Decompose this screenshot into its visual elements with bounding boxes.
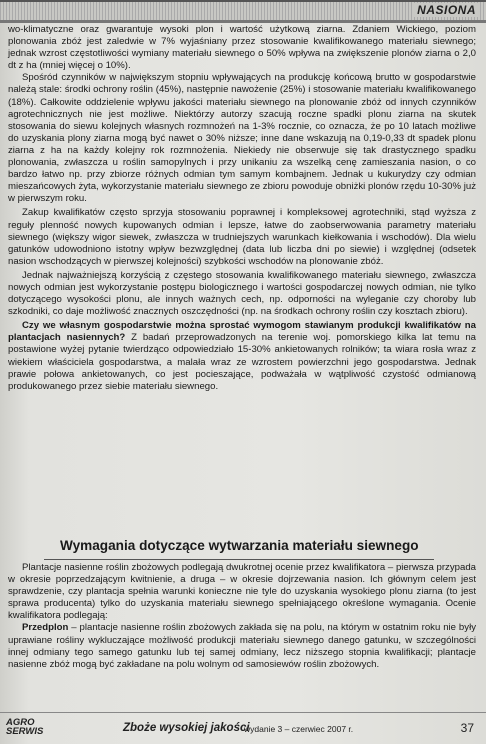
publisher-logo — [6, 718, 43, 736]
article-body-top — [8, 24, 476, 393]
publication-title: Zboże wysokiej jakości — [123, 722, 250, 734]
section-label: NASIONA — [413, 3, 480, 17]
question-lead: Czy we własnym gospodarstwie można sprostać wymogom stawianym produkcji kwalifikatów na plantacjach nasiennych? — [8, 320, 476, 344]
page-footer — [0, 712, 486, 743]
paragraph: Zakup kwalifikatów często sprzyja stosowaniu poprawnej i kompleksowej agrotechniki, stąd wyższa z reguły plenność nowych kupowanych odmian i lepsze, łatwe do zaobserwowania parametry materiału siewnego (większy wigor siewek, zwłaszcza w trudniejszych warunkach kiełkowania i wschodów). Dla wielu gatunków udowodniono istotny wpływ bezwzględnej (data lub liczba dni po siewie) i względnej (odsetek nasion wschodzących w pierwszej kolejności) szybkości wschodów na plonowanie zbóż. — [8, 207, 476, 267]
paragraph: Plantacje nasienne roślin zbożowych podlegają dwukrotnej ocenie przez kwalifikatora – pierwsza przypada w okresie poprzedzającym kwitnienie, a druga – w okresie dojrzewania nasion. Ich głównym celem jest sprawdzenie, czy plantacja spełnia warunki konieczne nie tyle do uzyskania wysokiego plonu ziarna (to jest sprawa producenta) tylko do uzyskania materiału siewnego spełniającego określone wymagania. Ocenie kwalifikatora podlegają: — [8, 562, 476, 622]
section-header-bar — [0, 0, 486, 23]
edition-info: wydanie 3 – czerwiec 2007 r. — [244, 724, 354, 734]
logo-line-2: SERWIS — [6, 726, 44, 737]
paragraph: Spośród czynników w największym stopniu wpływających na produkcję końcową brutto w gospodarstwie należą stale: środki ochrony roślin (45%), następnie nawożenie (25%) i stosowanie materiału kwalifikowanego (18%). Całkowite oddzielenie wpływu jakości materiału siewnego na plonowanie zbóż od innych czynników agrotechnicznych nie jest możliwe. Niektórzy autorzy szacują roczne spadki plonu ziarna na skutek stosowania do siewu kolejnych własnych rozmnożeń na 1-3% rocznie, co oznacza, że po 10 latach możliwe do uzyskania plony ziarna mogą być nawet o 30% niższe; inne dane wskazują na 0,19-0,33 dt spadek plonu ziarna z ha na każdy kolejny rok rozmnożenia. Niekiedy nie obserwuje się tak drastycznego spadku plonowania, zwłaszcza u roślin samopylnych i przy unikaniu za wszelką cenę zamieszania nasion, o co bardzo łatwo np. przy zbiorze różnych odmian tym samym kombajnem. Jednak u kukurydzy czy odmian mieszańcowych żyta, wykorzystanie materiału siewnego ze zbioru powoduje obniżki plonów rzędu 10-30% już w pierwszym roku. — [8, 72, 476, 205]
paragraph: Jednak najważniejszą korzyścią z częstego stosowania kwalifikowanego materiału siewnego, zwłaszcza nowych odmian jest wykorzystanie postępu biologicznego i wartości gospodarczej nowych odmian, nie tylko dotyczącego wysokości plonu, ale innych ważnych cech, np. odporności na wyleganie czy choroby lub szkodniki, co daje możliwość znacznych oszczędności (np. na środkach ochrony roślin czy kosztach zbioru). — [8, 269, 476, 318]
przedplon-text: – plantacje nasienne roślin zbożowych zakłada się na polu, na którym w ostatnim roku nie były uprawiane rośliny wykluczające możliwość produkcji materiału siewnego danego gatunku, w szczególności innej odmiany tego samego gatunku lub tej samej odmiany, lecz niższego stopnia kwalifikacji; plantacje nasienne zbóż mogą być zakładane na polu wolnym od samosiewów roślin zbożowych. — [8, 622, 476, 670]
article-body-bottom — [8, 562, 476, 671]
section-heading: Wymagania dotyczące wytwarzania materiału siewnego — [60, 538, 419, 553]
page-number: 37 — [460, 721, 474, 735]
question-paragraph — [8, 320, 476, 393]
przedplon-paragraph — [8, 622, 476, 670]
przedplon-lead: Przedplon — [22, 622, 69, 634]
question-text: Z badań przeprowadzonych na terenie woj. pomorskiego kilka lat temu na postawione wyżej pytanie twierdząco odpowiedziało 15-30% ankietowanych rolników; ta wiara rosła wraz z wiekiem właściciela gospodarstwa, a malała wraz ze wzrostem powierzchni jego gospodarstwa. Jednak prawie połowa ankietowanych, co jest pocieszające, podważała w wątpliwość czystość odmianową produkowanego przez siebie materiału siewnego. — [8, 332, 476, 392]
logo-line-1: AGRO — [6, 717, 35, 728]
paragraph: wo-klimatyczne oraz gwarantuje wysoki plon i wartość użytkową ziarna. Zdaniem Wickiego, poziom plonowania zbóż jest zaledwie w 7% wyjaśniany przez stosowanie kwalifikowanego materiału siewnego; jednak wzrost częstotliwości wymiany materiału siewnego o 50% wpływa na zwiększenie plonów ziarna o 2,0 dt z ha (mniej więcej o 10%). — [8, 24, 476, 72]
